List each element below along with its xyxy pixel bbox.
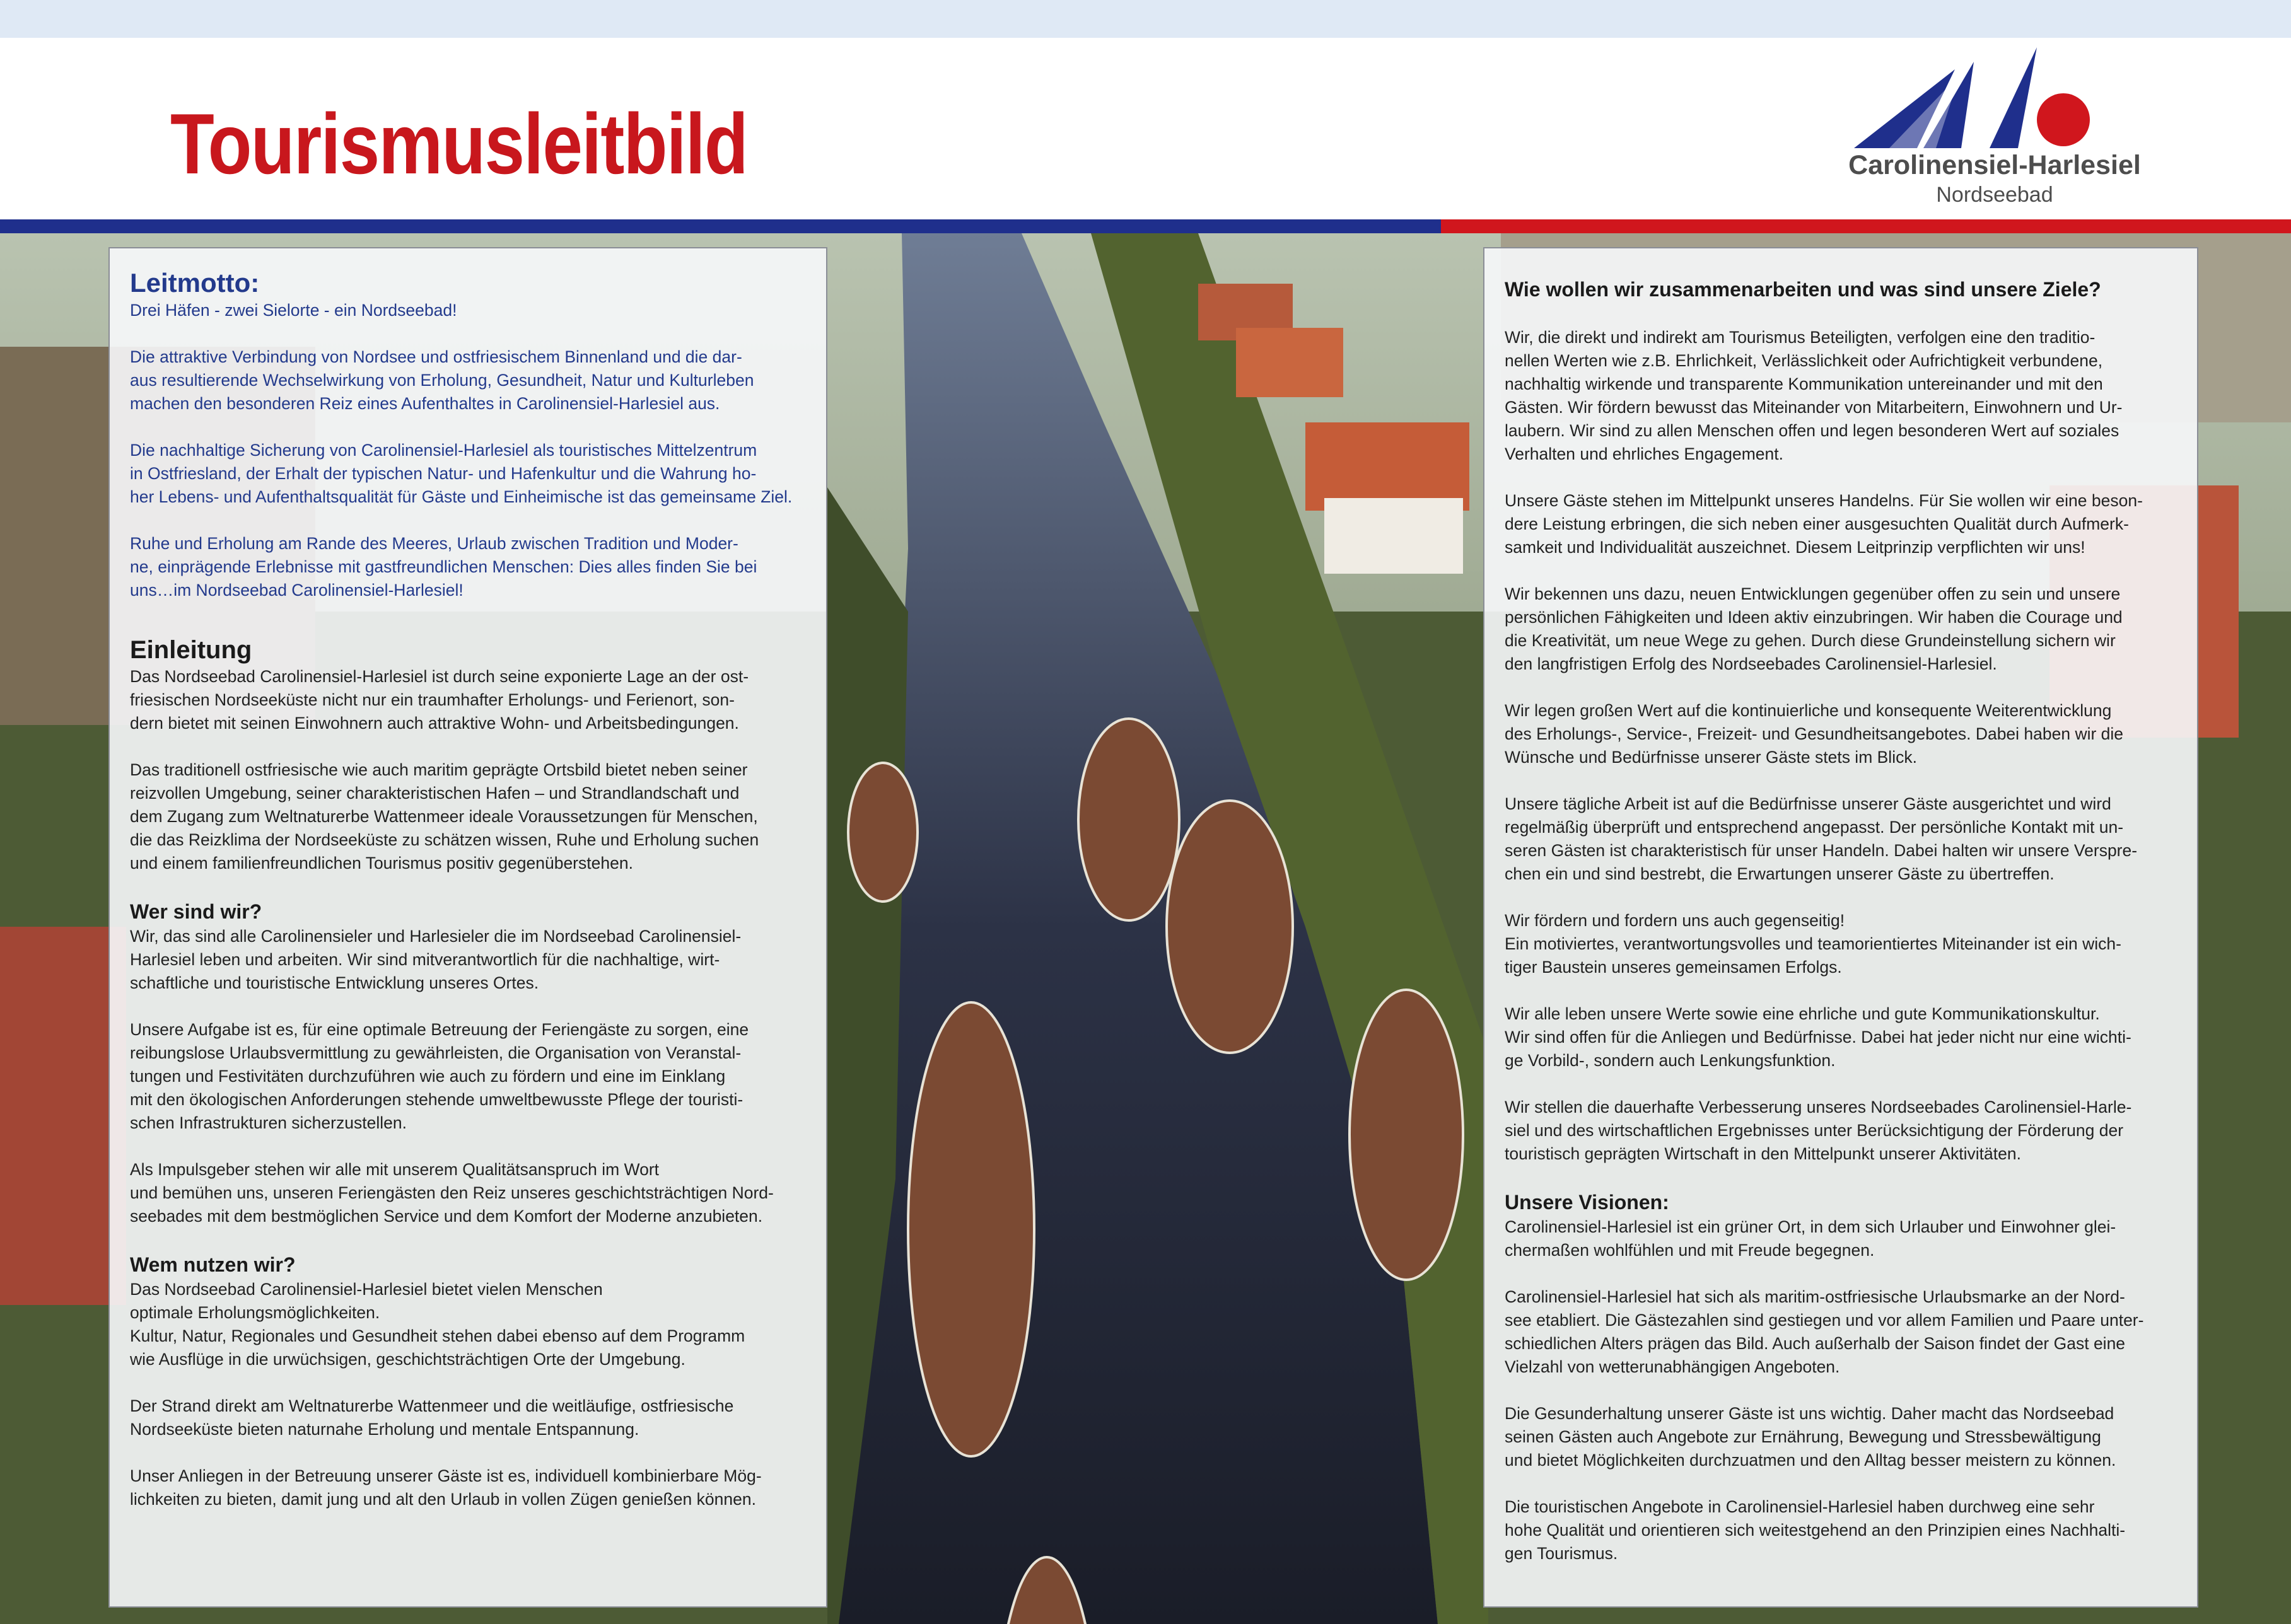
leitmotto-paragraph-2: Die attraktive Verbindung von Nordsee und ostfriesischem Binnenland und die dar- aus resultierende Wechselwirkung von Erholung, Gesundheit, Natur und Kulturleben machen den besonderen Reiz eines Aufenthaltes in Carolinensiel-Harlesiel aus.	[130, 347, 754, 413]
top-strip	[0, 0, 2291, 38]
wer-sind-wir-section	[130, 898, 806, 1228]
ziele-paragraph-6: Wir fördern und fordern uns auch gegenseitig! Ein motiviertes, verantwortungsvolles und teamorientiertes Miteinander ist ein wich- tiger Baustein unseres gemeinsamen Erfolgs.	[1505, 911, 2121, 977]
logo-subtitle: Nordseebad	[1936, 183, 2053, 207]
ziele-paragraph-2: Unsere Gäste stehen im Mittelpunkt unseres Handelns. Für Sie wollen wir eine beson- dere Leistung erbringen, die sich neben einer ausgesuchten Qualität durch Aufmerk- samkeit und Individualität auszeichnet. Diesem Leitprinzip verpflichten wir uns!	[1505, 491, 2143, 557]
ziele-paragraph-1: Wir, die direkt und indirekt am Tourismus Beteiligten, verfolgen eine den traditio- nellen Werten wie z.B. Ehrlichkeit, Verlässlichkeit oder Aufrichtigkeit verbundene, nachhaltig wirkende und transparente Kommunikation untereinander und mit den Gästen. Wir fördern bewusst das Miteinander von Mitarbeitern, Einwohnern und Ur- laubern. Wir sind zu allen Menschen offen und legen besonderen Wert auf soziales Verhalten und ehrliches Engagement.	[1505, 328, 2123, 463]
einleitung-paragraph-2: Das traditionell ostfriesische wie auch maritim geprägte Ortsbild bietet neben seiner reizvollen Umgebung, seiner charakteristischen Hafen – und Strandlandschaft und dem Zugang zum Weltnaturerbe Wattenmeer ideale Voraussetzungen für Menschen, die das Reizklima der Nordseeküste zu schätzen wissen, Ruhe und Erholung suchen und einem familienfreundlichen Tourismus positiv gegenüberstehen.	[130, 760, 759, 873]
leitmotto-paragraph-1: Drei Häfen - zwei Sielorte - ein Nordseebad!	[130, 301, 457, 320]
wem-paragraph-2: Der Strand direkt am Weltnaturerbe Wattenmeer und die weitläufige, ostfriesische Nordseeküste bieten naturnahe Erholung und mentale Entspannung.	[130, 1396, 734, 1439]
ziele-paragraph-8: Wir stellen die dauerhafte Verbesserung unseres Nordseebades Carolinensiel-Harle- siel und des wirtschaftlichen Ergebnisses unter Berücksichtigung der Förderung der touristisch geprägten Wirtschaft in den Mittelpunkt unserer Aktivitäten.	[1505, 1098, 2132, 1163]
leitmotto-section	[130, 267, 806, 602]
wer-sind-wir-heading: Wer sind wir?	[130, 900, 262, 923]
ziele-paragraph-7: Wir alle leben unsere Werte sowie eine ehrliche und gute Kommunikationskultur. Wir sind offen für die Anliegen und Bedürfnisse. Dabei hat jeder nicht nur eine wichti- ge Vorbild-, sondern auch Lenkungsfunktion.	[1505, 1004, 2131, 1070]
leitmotto-paragraph-3: Die nachhaltige Sicherung von Carolinensiel-Harlesiel als touristisches Mittelzentrum in Ostfriesland, der Erhalt der typischen Natur- und Hafenkultur und die Wahrung ho- her Lebens- und Aufenthaltsqualität für Gäste und Einheimische ist das gemeinsame Ziel.	[130, 441, 793, 506]
left-text-panel	[108, 247, 827, 1608]
ziele-section	[1505, 276, 2177, 1166]
ziele-paragraph-4: Wir legen großen Wert auf die kontinuierliche und konsequente Weiterentwicklung des Erholungs-, Service-, Freizeit- und Gesundheitsangebotes. Dabei haben wir die Wünsche und Bedürfnisse unserer Gäste stets im Blick.	[1505, 701, 2124, 767]
einleitung-section	[130, 635, 806, 875]
wem-nutzen-wir-section	[130, 1251, 806, 1511]
wer-paragraph-1: Wir, das sind alle Carolinensieler und Harlesieler die im Nordseebad Carolinensiel- Harlesiel leben und arbeiten. Wir sind mitverantwortlich für die nachhaltige, wirt- schaftliche und touristische Entwicklung unseres Ortes.	[130, 927, 742, 992]
visionen-section	[1505, 1189, 2177, 1565]
ziele-paragraph-5: Unsere tägliche Arbeit ist auf die Bedürfnisse unserer Gäste ausgerichtet und wird regelmäßig überprüft und entsprechend angepasst. Der persönliche Kontakt mit un- seren Gästen ist charakteristisch für unser Handeln. Dabei halten wir unsere Verspre- chen ein und sind bestrebt, die Erwartungen unserer Gäste zu übertreffen.	[1505, 794, 2138, 883]
wer-paragraph-3: Als Impulsgeber stehen wir alle mit unserem Qualitätsanspruch im Wort und bemühen uns, unseren Feriengästen den Reiz unseres geschichtsträchtigen Nord- seebades mit dem bestmöglichen Service und dem Komfort der Moderne anzubieten.	[130, 1160, 774, 1226]
wem-nutzen-wir-heading: Wem nutzen wir?	[130, 1253, 296, 1276]
right-text-panel	[1483, 247, 2198, 1608]
ziele-heading: Wie wollen wir zusammenarbeiten und was sind unsere Ziele?	[1505, 278, 2101, 301]
header-stripe-blue	[0, 219, 1441, 233]
wer-paragraph-2: Unsere Aufgabe ist es, für eine optimale Betreuung der Feriengäste zu sorgen, eine reibungslose Urlaubsvermittlung zu gewährleisten, die Organisation von Veranstal- tungen und Festivitäten durchzuführen wie auch zu fördern und eine im Einklang mit den ökologischen Anforderungen stehende umweltbewusste Pflege der touristi- schen Infrastrukturen sicherzustellen.	[130, 1020, 749, 1132]
logo-name: Carolinensiel-Harlesiel	[1848, 150, 2141, 180]
ziele-paragraph-3: Wir bekennen uns dazu, neuen Entwicklungen gegenüber offen zu sein und unsere persönlichen Fähigkeiten und Ideen aktiv einzubringen. Wir haben die Courage und die Kreativität, um neue Wege zu gehen. Durch diese Grundeinstellung sichern wir den langfristigen Erfolg des Nordseebades Carolinensiel-Harlesiel.	[1505, 584, 2123, 673]
einleitung-heading: Einleitung	[130, 636, 252, 664]
visionen-paragraph-2: Carolinensiel-Harlesiel hat sich als maritim-ostfriesische Urlaubsmarke an der Nord- see etabliert. Die Gästezahlen sind gestiegen und vor allem Familien und Paare unter- schiedlichen Alters prägen das Bild. Auch außerhalb der Saison findet der Gast eine Vielzahl von wetterunabhängigen Angeboten.	[1505, 1287, 2144, 1376]
wem-paragraph-1: Das Nordseebad Carolinensiel-Harlesiel bietet vielen Menschen optimale Erholungsmöglichkeiten. Kultur, Natur, Regionales und Gesundheit stehen dabei ebenso auf dem Programm wie Ausflüge in die urwüchsigen, geschichtsträchtigen Orte der Umgebung.	[130, 1280, 745, 1369]
visionen-paragraph-1: Carolinensiel-Harlesiel ist ein grüner Ort, in dem sich Urlauber und Einwohner glei- chermaßen wohlfühlen und mit Freude begegnen.	[1505, 1217, 2116, 1260]
header-stripe-red	[1441, 219, 2291, 233]
visionen-heading: Unsere Visionen:	[1505, 1191, 1669, 1214]
visionen-paragraph-4: Die touristischen Angebote in Carolinensiel-Harlesiel haben durchweg eine sehr hohe Qualität und orientieren sich weitestgehend an den Prinzipien eines Nachhalti- gen Tourismus.	[1505, 1497, 2126, 1563]
visionen-paragraph-3: Die Gesunderhaltung unserer Gäste ist uns wichtig. Daher macht das Nordseebad seinen Gästen auch Angebote zur Ernährung, Bewegung und Stressbewältigung und bietet Möglichkeiten durchzuatmen und den Alltag besser meistern zu können.	[1505, 1404, 2116, 1470]
page-title: Tourismusleitbild	[170, 96, 748, 192]
leitmotto-paragraph-4: Ruhe und Erholung am Rande des Meeres, Urlaub zwischen Tradition und Moder- ne, einprägende Erlebnisse mit gastfreundlichen Menschen: Dies alles finden Sie bei uns…im Nordseebad Carolinensiel-Harlesiel!	[130, 534, 757, 600]
wem-paragraph-3: Unser Anliegen in der Betreuung unserer Gäste ist es, individuell kombinierbare Mög- lichkeiten zu bieten, damit jung und alt den Urlaub in vollen Zügen genießen können.	[130, 1466, 762, 1509]
leitmotto-heading: Leitmotto:	[130, 268, 260, 298]
einleitung-paragraph-1: Das Nordseebad Carolinensiel-Harlesiel ist durch seine exponierte Lage an der ost- friesischen Nordseeküste nicht nur ein traumhafter Erholungs- und Ferienort, son- dern bietet mit seinen Einwohnern auch attraktive Wohn- und Arbeitsbedingungen.	[130, 667, 749, 733]
